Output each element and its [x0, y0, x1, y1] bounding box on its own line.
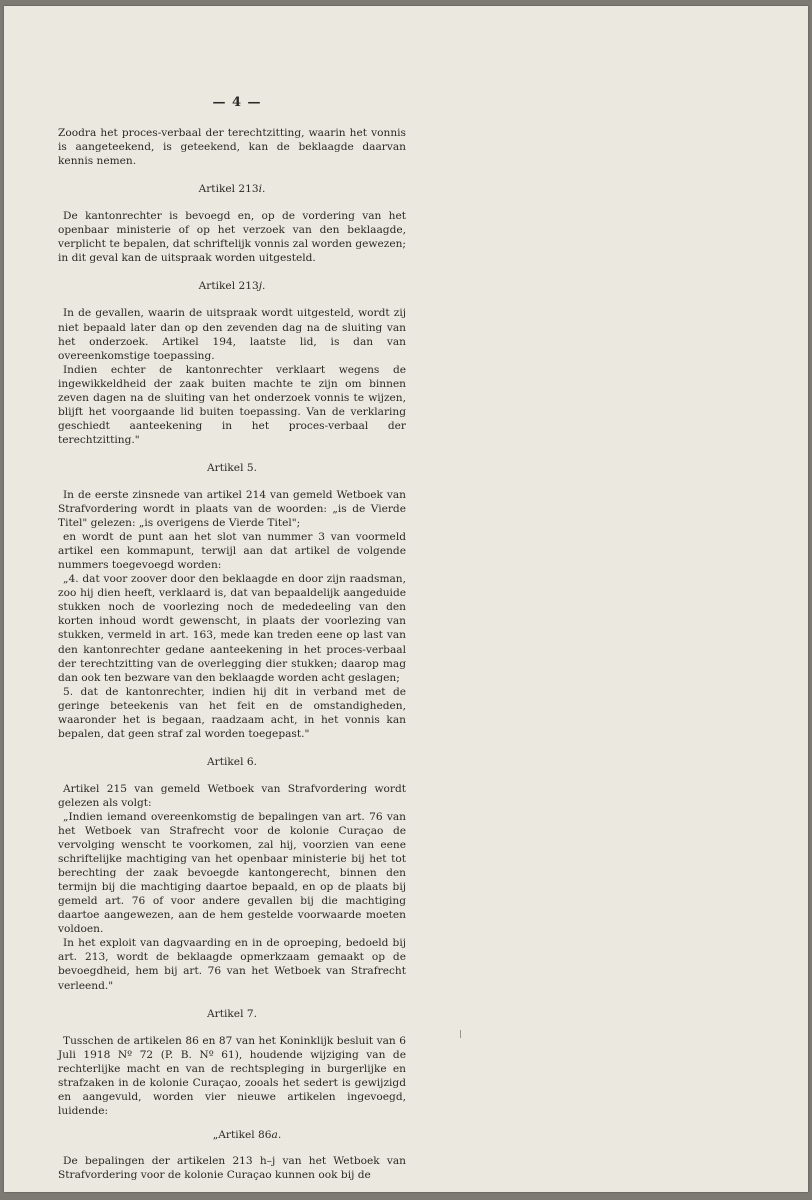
heading-label: Artikel 7. [207, 1007, 257, 1020]
document-page [4, 6, 808, 1192]
heading-suffix: a. [271, 1128, 282, 1141]
paragraph: De bepalingen der artikelen 213 h–j van het Wetboek van Strafvordering voor de kolonie Curaçao kunnen ook bij de [58, 1154, 406, 1181]
paragraph: In de gevallen, waarin de uitspraak wordt uitgesteld, wordt zij niet bepaald later dan op den zevenden dag na de sluiting van het onderzoek. Artikel 194, laatste lid, is dan van overeenkomstige toepassing. [58, 307, 406, 362]
paragraph: „Indien iemand overeenkomstig de bepalingen van art. 76 van het Wetboek van Strafrecht voor de kolonie Curaçao de vervolging wenscht te voorkomen, zal hij, voorzien van eene schriftelijke machtiging van het openbaar ministerie bij het tot berechting der zaak bevoegde kantongerecht, binnen den termijn bij die machtiging daartoe bepaald, en op de plaats bij gemeld art. 76 of voor andere gevallen bij die machtiging daartoe aangewezen, aan de hem gestelde voorwaarde moeten voldoen. [58, 810, 406, 936]
page-number: — 4 — [212, 95, 262, 110]
article-heading [58, 182, 406, 196]
heading-suffix: i. [258, 183, 266, 196]
heading-label: Artikel 213 [198, 280, 259, 293]
heading-label: Artikel 5. [207, 461, 257, 474]
heading-label: Artikel 213 [198, 183, 259, 196]
paragraph: In het exploit van dagvaarding en in de oproeping, bedoeld bij art. 213, wordt de beklaagde opmerkzaam gemaakt op de bevoegdheid, hem bij art. 76 van het Wetboek van Strafrecht verleend." [58, 937, 406, 992]
paragraph: „4. dat voor zoover door den beklaagde en door zijn raadsman, zoo hij dien heeft, verklaard is, dat van bepaaldelijk aangeduide stukken noch de voorlezing noch de mededeeling van den korten inhoud wordt gewenscht, in plaats der voorlezing van stukken, vermeld in art. 163, mede kan treden eene op last van den kantonrechter gedane aanteekening in het proces-verbaal der terechtzitting van de overlegging dier stukken; daarop mag dan ook ten bezware van den beklaagde worden acht geslagen; [58, 573, 406, 684]
paragraph: In de eerste zinsnede van artikel 214 van gemeld Wetboek van Strafvordering wordt in plaats van de woorden: „is de Vierde Titel" gelezen: „is overigens de Vierde Titel"; [58, 488, 406, 530]
article-subheading [88, 1128, 406, 1142]
heading-suffix: j. [258, 280, 266, 293]
paragraph: Indien echter de kantonrechter verklaart wegens de ingewikkeldheid der zaak buiten machte te zijn om binnen zeven dagen na de sluiting van het onderzoek vonnis te wijzen, blijft het voorgaande lid buiten toepassing. Van de verklaring geschiedt aanteekening in het proces-verbaal der terechtzitting." [58, 363, 406, 446]
page-body [58, 96, 406, 1182]
paragraph: en wordt de punt aan het slot van nummer 3 van voormeld artikel een kommapunt, terwijl aan dat artikel de volgende nummers toegevoegd worden: [58, 531, 406, 572]
paragraph: Zoodra het proces-verbaal der terechtzitting, waarin het vonnis is aangeteekend, is geteekend, kan de beklaagde daarvan kennis nemen. [58, 127, 406, 168]
paragraph: De kantonrechter is bevoegd en, op de vordering van het openbaar ministerie of op het verzoek van den beklaagde, verplicht te bepalen, dat schriftelijk vonnis zal worden gewezen; in dit geval kan de uitspraak worden uitgesteld. [58, 210, 406, 265]
heading-label: Artikel 6. [207, 755, 257, 768]
text-content [58, 126, 406, 1182]
article-heading [58, 461, 406, 475]
paragraph: Tusschen de artikelen 86 en 87 van het Koninklijk besluit van 6 Juli 1918 Nº 72 (P. B. Nº 61), houdende wijziging van de rechterlijke macht en van de rechtspleging in burgerlijke en strafzaken in de kolonie Curaçao, zooals het sedert is gewijzigd en aangevuld, worden vier nieuwe artikelen ingevoegd, luidende: [58, 1034, 406, 1117]
paragraph: Artikel 215 van gemeld Wetboek van Strafvordering wordt gelezen als volgt: [58, 782, 406, 809]
heading-label: „Artikel 86 [212, 1128, 272, 1141]
article-heading [58, 1007, 406, 1021]
paragraph: 5. dat de kantonrechter, indien hij dit in verband met de geringe beteekenis van het feit en de omstandigheden, waaronder het is begaan, raadzaam acht, in het vonnis kan bepalen, dat geen straf zal worden toegepast." [58, 685, 406, 740]
margin-mark [460, 1030, 461, 1038]
article-heading [58, 279, 406, 293]
article-heading [58, 755, 406, 769]
